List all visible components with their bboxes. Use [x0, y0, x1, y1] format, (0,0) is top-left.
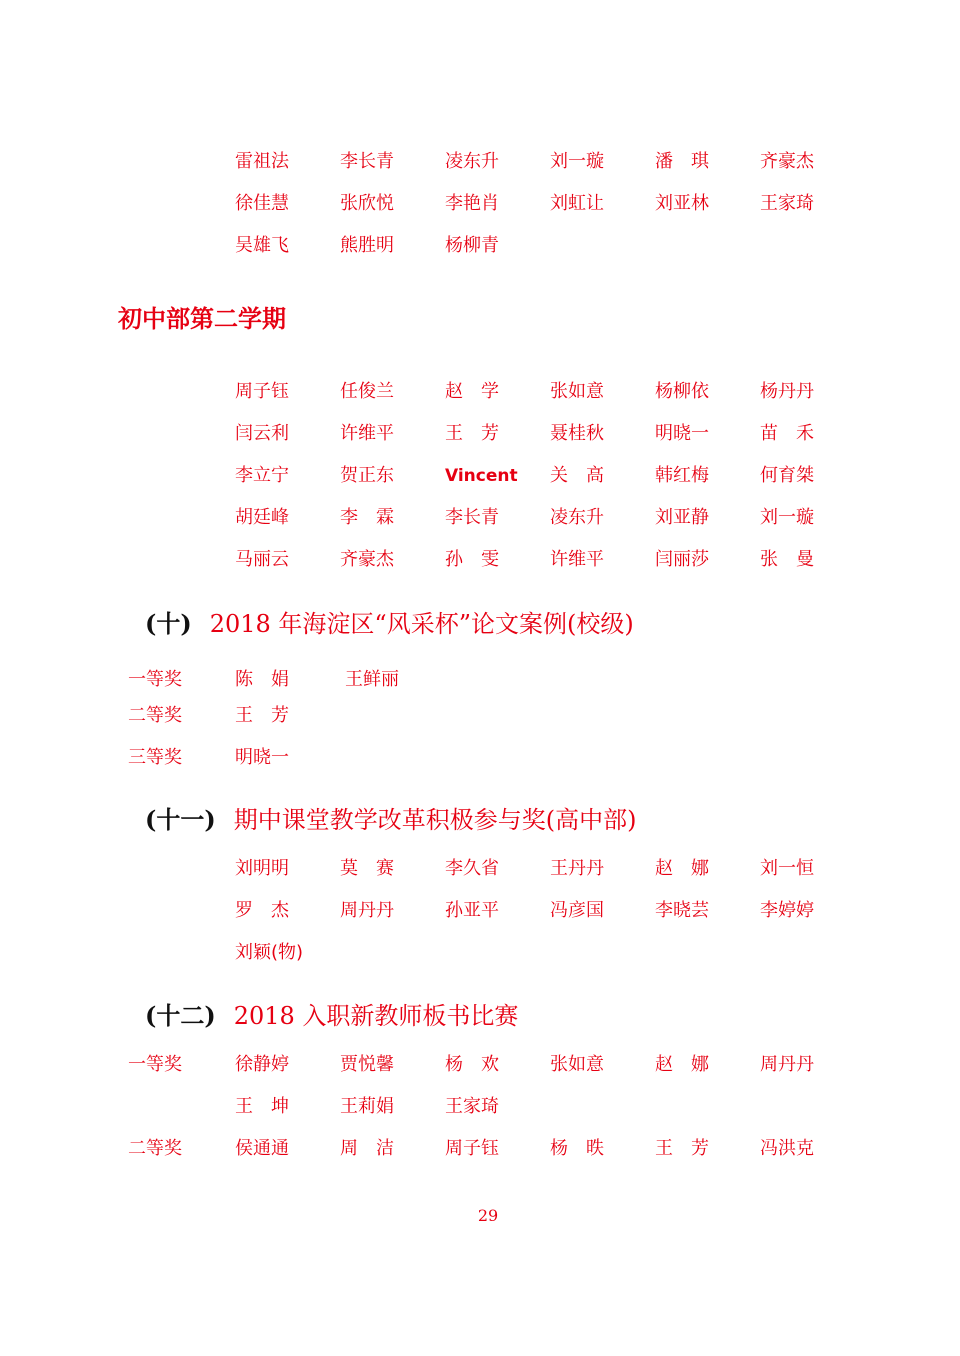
list-item: 杨柳依: [655, 381, 709, 402]
list-item: 周丹丹: [760, 1054, 814, 1075]
section12-number: (十二): [145, 1001, 216, 1030]
list-item: 刘亚林: [655, 193, 709, 214]
list-item: 杨 欢: [445, 1054, 499, 1075]
list-item: 杨柳青: [445, 235, 499, 256]
list-item: 许维平: [550, 549, 604, 570]
list-item: 张如意: [550, 1054, 604, 1075]
award-label: 一等奖: [128, 1054, 182, 1075]
section12-award-row: [128, 1135, 865, 1163]
section10-title: 2018 年海淀区“风采杯”论文案例(校级): [209, 610, 634, 638]
list-item: 周子钰: [235, 381, 289, 402]
list-item: 齐豪杰: [340, 549, 394, 570]
list-item: 明晓一: [235, 747, 289, 768]
list-item: 李艳肖: [445, 193, 499, 214]
section11-number: (十一): [145, 805, 216, 834]
list-item: 齐豪杰: [760, 151, 814, 172]
list-item: 李晓芸: [655, 900, 709, 921]
list-item: 李久省: [445, 858, 499, 879]
list-item: 冯彦国: [550, 900, 604, 921]
list-item: 吴雄飞: [235, 235, 289, 256]
list-item: 徐佳慧: [235, 193, 289, 214]
list-item: 张 曼: [760, 549, 814, 570]
list-item: 胡廷峰: [235, 507, 289, 528]
page-number: 29: [477, 1206, 499, 1225]
section10-award-row: [128, 702, 475, 730]
list-item: 刘明明: [235, 858, 289, 879]
list-item: 刘颖(物): [235, 942, 304, 963]
list-item: 韩红梅: [655, 465, 709, 486]
list-item: 雷祖法: [235, 151, 289, 172]
list-item: 刘亚静: [655, 507, 709, 528]
list-item: 张如意: [550, 381, 604, 402]
list-item: 周子钰: [445, 1138, 499, 1159]
list-item: 徐静婷: [235, 1054, 289, 1075]
list-item: 冯洪克: [760, 1138, 814, 1159]
list-item: 刘一璇: [760, 507, 814, 528]
list-item: 闫云利: [235, 423, 289, 444]
section10-award-row: [128, 744, 475, 772]
list-item: 杨 昳: [550, 1138, 604, 1159]
section11-title: 期中课堂教学改革积极参与奖(高中部): [233, 806, 637, 834]
list-item: 王 芳: [235, 705, 289, 726]
list-item: 周丹丹: [340, 900, 394, 921]
section10-heading: [145, 607, 634, 641]
list-item: 王莉娟: [340, 1096, 394, 1117]
list-item: 王 坤: [235, 1096, 289, 1117]
section12-award-row: [128, 1051, 865, 1079]
list-item: 刘一恒: [760, 858, 814, 879]
list-item: 周 洁: [340, 1138, 394, 1159]
list-item: 王鲜丽: [345, 669, 399, 690]
list-item: 孙 雯: [445, 549, 499, 570]
semester2-heading: 初中部第二学期: [118, 305, 286, 333]
award-label: [128, 1093, 235, 1121]
list-item: 闫丽莎: [655, 549, 709, 570]
list-item: 许维平: [340, 423, 394, 444]
list-item: Vincent: [445, 466, 518, 486]
section12-heading: [145, 999, 518, 1033]
list-item: 贺正东: [340, 465, 394, 486]
list-item: 李长青: [340, 151, 394, 172]
list-item: 王家琦: [760, 193, 814, 214]
list-item: 刘虹让: [550, 193, 604, 214]
list-item: 何育桀: [760, 465, 814, 486]
list-item: 罗 杰: [235, 900, 289, 921]
list-item: 熊胜明: [340, 235, 394, 256]
list-item: 马丽云: [235, 549, 289, 570]
list-item: 王 芳: [655, 1138, 709, 1159]
section11-heading: [145, 803, 636, 837]
list-item: 聂桂秋: [550, 423, 604, 444]
list-item: 潘 琪: [655, 151, 709, 172]
list-item: 刘一璇: [550, 151, 604, 172]
list-item: 李婷婷: [760, 900, 814, 921]
list-item: 李 霖: [340, 507, 394, 528]
list-item: 李立宁: [235, 465, 289, 486]
section11-name-list: [235, 855, 855, 967]
list-item: 侯通通: [235, 1138, 289, 1159]
award-label: 二等奖: [128, 705, 182, 726]
list-item: 杨丹丹: [760, 381, 814, 402]
list-item: 孙亚平: [445, 900, 499, 921]
top-name-list: [235, 148, 855, 260]
list-item: 张欣悦: [340, 193, 394, 214]
list-item: 贾悦馨: [340, 1054, 394, 1075]
list-item: 关 高: [550, 465, 604, 486]
list-item: 凌东升: [550, 507, 604, 528]
award-label: 一等奖: [128, 669, 182, 690]
award-label: 三等奖: [128, 747, 182, 768]
section12-award-row: [128, 1093, 865, 1121]
list-item: 赵 学: [445, 381, 499, 402]
list-item: 任俊兰: [340, 381, 394, 402]
list-item: 李长青: [445, 507, 499, 528]
list-item: 明晓一: [655, 423, 709, 444]
list-item: 王家琦: [445, 1096, 499, 1117]
section10-award-row: [128, 666, 475, 694]
list-item: 王丹丹: [550, 858, 604, 879]
list-item: 赵 娜: [655, 858, 709, 879]
list-item: 莫 赛: [340, 858, 394, 879]
list-item: 赵 娜: [655, 1054, 709, 1075]
list-item: 凌东升: [445, 151, 499, 172]
award-label: 二等奖: [128, 1138, 182, 1159]
list-item: 王 芳: [445, 423, 499, 444]
list-item: 苗 禾: [760, 423, 814, 444]
list-item: 陈 娟: [235, 669, 289, 690]
semester2-name-list: [235, 378, 855, 574]
section10-number: (十): [145, 609, 192, 638]
section12-title: 2018 入职新教师板书比赛: [233, 1002, 519, 1030]
